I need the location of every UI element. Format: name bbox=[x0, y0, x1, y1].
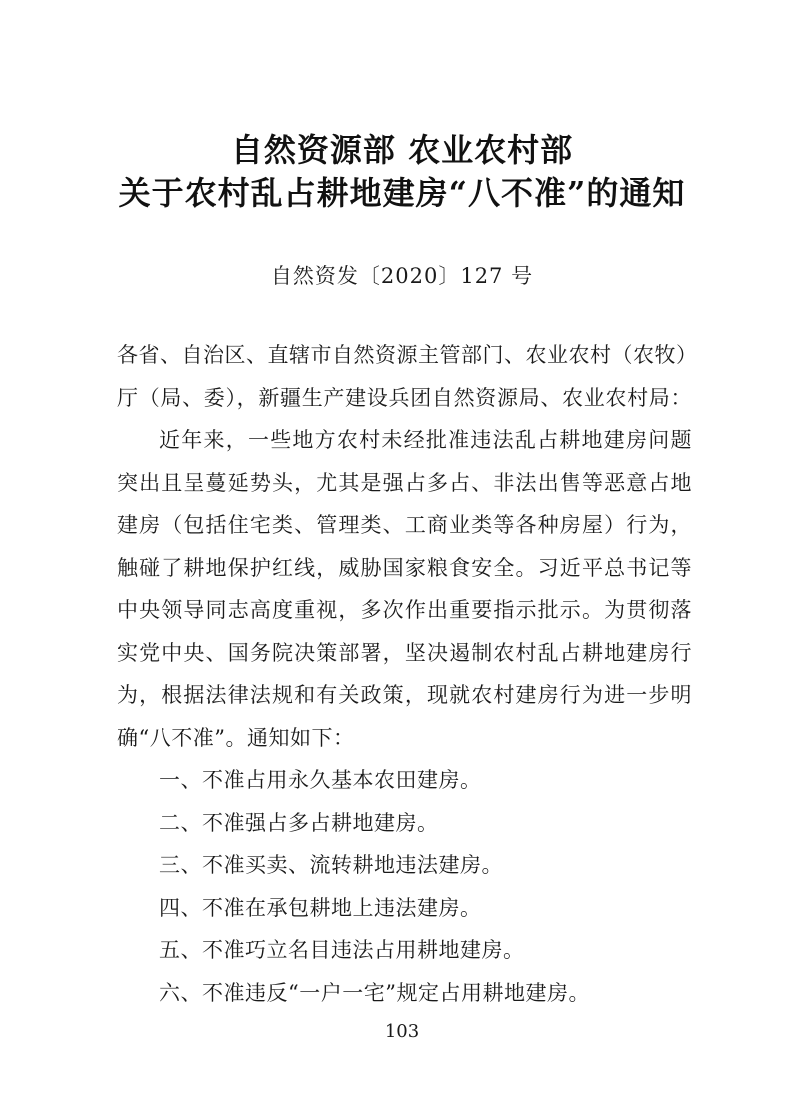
text-line-paragraph-6: 实党中央、国务院决策部署，坚决遏制农村乱占耕地建房行 bbox=[117, 640, 692, 665]
list-item-5: 五、不准巧立名目违法占用耕地建房。 bbox=[159, 938, 525, 962]
list-item-1: 一、不准占用永久基本农田建房。 bbox=[159, 768, 482, 792]
text-line-addressee-2: 厅（局、委），新疆生产建设兵团自然资源局、农业农村局： bbox=[117, 385, 692, 410]
page-number: 103 bbox=[384, 1021, 420, 1042]
list-item-2: 二、不准强占多占耕地建房。 bbox=[159, 810, 439, 835]
list-item-3: 三、不准买卖、流转耕地违法建房。 bbox=[159, 853, 503, 877]
text-line-paragraph-8: 确“八不准”。通知如下： bbox=[117, 725, 355, 750]
title-line-2: 关于农村乱占耕地建房“八不准”的通知 bbox=[118, 174, 686, 212]
text-line-paragraph-3: 建房（包括住宅类、管理类、工商业类等各种房屋）行为， bbox=[117, 513, 692, 537]
text-line-paragraph-2: 突出且呈蔓延势头，尤其是强占多占、非法出售等恶意占地 bbox=[117, 470, 692, 495]
text-line-paragraph-1: 近年来，一些地方农村未经批准违法乱占耕地建房问题 bbox=[159, 428, 692, 452]
document-number: 自然资发〔2020〕127 号 bbox=[270, 264, 534, 288]
text-line-paragraph-4: 触碰了耕地保护红线，威胁国家粮食安全。习近平总书记等 bbox=[117, 555, 692, 580]
text-line-paragraph-5: 中央领导同志高度重视，多次作出重要指示批示。为贯彻落 bbox=[117, 598, 692, 622]
list-item-4: 四、不准在承包耕地上违法建房。 bbox=[159, 895, 482, 920]
text-line-addressee-1: 各省、自治区、直辖市自然资源主管部门、农业农村（农牧） bbox=[117, 343, 698, 367]
body-text bbox=[117, 334, 698, 1014]
title-line-1: 自然资源部 农业农村部 bbox=[230, 131, 574, 169]
list-item-6: 六、不准违反“一户一宅”规定占用耕地建房。 bbox=[159, 980, 590, 1005]
text-line-paragraph-7: 为，根据法律法规和有关政策，现就农村建房行为进一步明 bbox=[117, 683, 692, 707]
